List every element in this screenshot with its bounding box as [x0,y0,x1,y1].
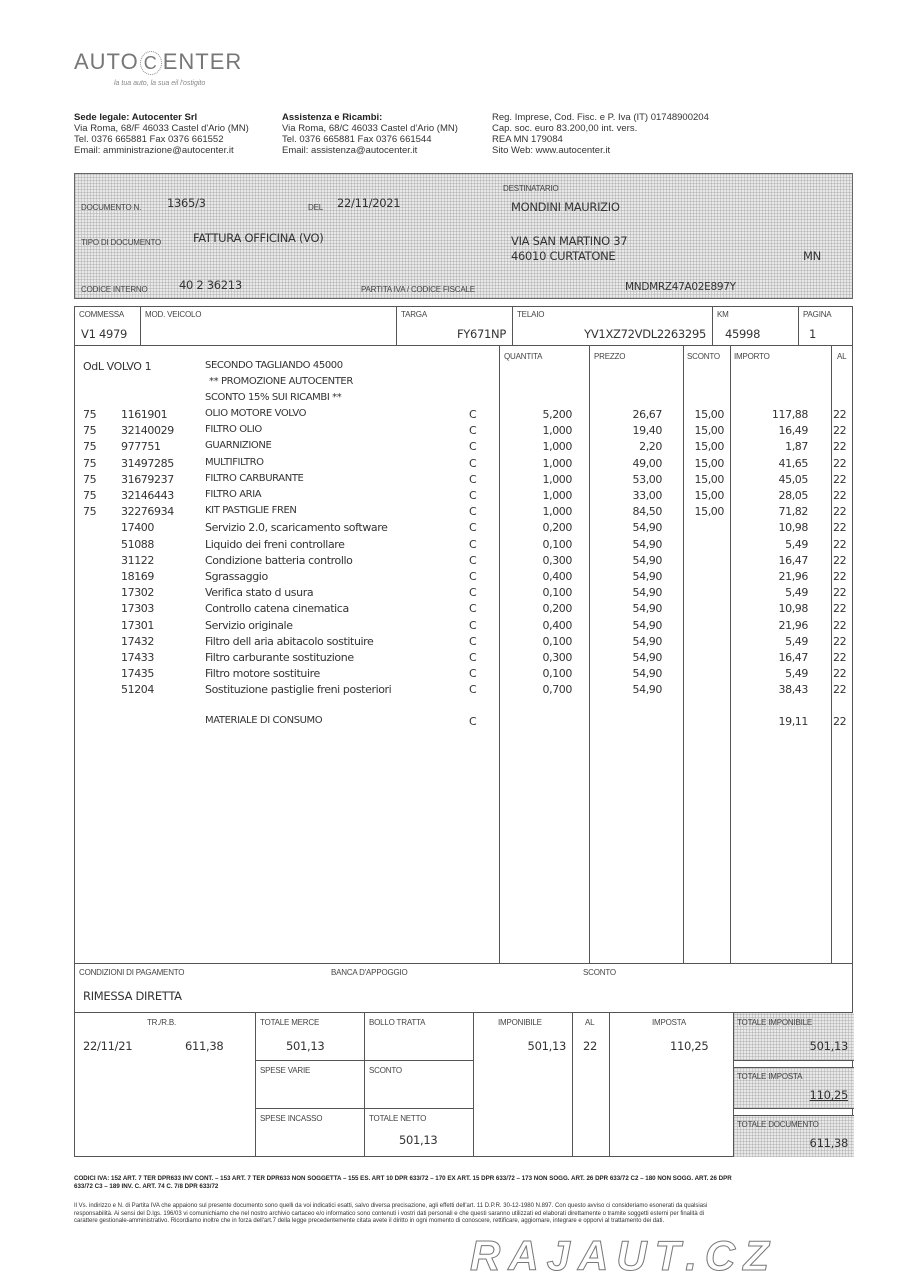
rate-label: AL [585,1018,595,1027]
service-title: Assistenza e Ricambi: [282,112,383,123]
document-total-cell [734,1115,854,1157]
line-amount: 10,98 [778,602,808,616]
goods-total-cell [256,1013,365,1061]
model-cell [141,307,397,345]
line-code: 31122 [121,553,154,567]
line-price: 19,40 [632,424,662,438]
line-code: 32140029 [121,424,174,438]
line-flag: C [469,651,477,664]
registration-line: Reg. Imprese, Cod. Fisc. e P. Iva (IT) 01748900204 [492,112,709,123]
line-vat: 22 [833,553,847,567]
table-row [75,538,852,554]
line-quantity: 1,000 [542,489,572,502]
misc-expenses-label: SPESE VARIE [260,1066,311,1075]
logo-text-left: AUTO [74,49,139,74]
line-flag: C [469,440,477,454]
line-code: 51088 [121,537,154,551]
table-row [75,667,852,683]
line-price: 54,90 [632,618,662,632]
line-quantity: 1,000 [542,440,572,454]
line-amount: 1,87 [785,440,808,454]
line-code: 32146443 [121,489,174,502]
line-vat: 22 [833,715,847,728]
service-block [282,112,458,156]
service-phone: Tel. 0376 665881 Fax 0376 661544 [282,134,432,145]
intro-row [75,376,852,392]
totals-discount-cell [365,1061,474,1109]
quantity-header: QUANTITA [504,352,543,361]
line-quantity: 0,300 [542,553,572,567]
table-row [75,602,852,618]
trrb-date: 22/11/21 [83,1039,133,1053]
service-email: Email: assistenza@autocenter.it [282,145,418,156]
line-description: Controllo catena cinematica [205,602,349,616]
stamp-cell [365,1013,474,1061]
tax-label: IMPOSTA [652,1018,687,1027]
line-group: 75 [83,440,97,454]
line-price: 54,90 [632,537,662,551]
line-group: 75 [83,408,97,421]
privacy-line-3: carattere gestionale-amministrativo. Ricordiamo inoltre che in forza dell'art.7 della legge precedentemente citata avete il diritto in ogni momento di conoscere, rettificare, aggiornare, integrare e opporvi al trattamento dei dati. [74,1218,665,1224]
total-taxable-label: TOTALE IMPONIBILE [737,1018,812,1027]
line-price: 26,67 [632,408,662,421]
website-line: Sito Web: www.autocenter.it [492,145,611,156]
line-description: MATERIALE DI CONSUMO [205,715,323,726]
line-price: 2,20 [639,440,662,454]
line-vat: 22 [833,667,847,681]
line-vat: 22 [833,634,847,648]
line-price: 33,00 [632,489,662,502]
line-flag: C [469,521,477,535]
legal-office-address: Via Roma, 68/F 46033 Castel d'Ario (MN) [74,123,249,134]
payment-discount-label: SCONTO [583,968,616,977]
line-discount: 15,00 [694,408,724,421]
capital-line: Cap. soc. euro 83.200,00 int. vers. [492,123,638,134]
line-amount: 45,05 [778,472,808,486]
total-taxable: 501,13 [809,1039,848,1053]
line-amount: 16,47 [778,553,808,567]
line-amount: 5,49 [785,537,808,551]
recipient-label: DESTINATARIO [503,184,559,193]
line-amount: 16,49 [778,424,808,438]
line-flag: C [469,618,477,632]
line-group: 75 [83,472,97,486]
line-price: 54,90 [632,570,662,583]
line-flag: C [469,715,477,728]
line-vat: 22 [833,586,847,600]
km-cell [713,307,799,345]
line-amount: 5,49 [785,667,808,681]
table-row [75,570,852,586]
line-quantity: 0,200 [542,602,572,616]
line-description: Verifica stato d usura [205,586,314,600]
line-amount: 28,05 [778,489,808,502]
line-flag: C [469,667,477,681]
line-vat: 22 [833,683,847,697]
line-flag: C [469,489,477,502]
line-quantity: 1,000 [542,472,572,486]
line-discount: 15,00 [694,489,724,502]
vat-header: AL [837,352,847,361]
line-code: 17432 [121,634,154,648]
privacy-line-2: responsabilità. Ai sensi del D.lgs. 196/03 vi comunichiamo che nel nostro archivio cartaceo e/o informatico sono contenuti i vostri dati personali e che questi saranno utilizzati ed elaborati direttamente o tramite soggetti esterni per finalità di [74,1210,705,1217]
company-tagline: la tua auto, la sua eil l'ostigito [114,80,206,87]
line-flag: C [469,570,477,583]
line-quantity: 0,100 [542,586,572,600]
line-price: 54,90 [632,602,662,616]
vehicle-km: 45998 [725,327,761,341]
collection-cell [256,1109,365,1157]
vehicle-info-row [74,306,853,346]
total-tax-cell [734,1067,854,1109]
line-description: Servizio originale [205,618,293,632]
page-number: 1 [809,327,817,341]
plate-cell [397,307,513,345]
line-description: FILTRO OLIO [205,424,262,436]
document-total: 611,38 [809,1136,848,1150]
order-label: COMMESSA [79,310,125,319]
line-description: FILTRO ARIA [205,489,262,500]
line-price: 49,00 [632,456,662,470]
line-vat: 22 [833,651,847,664]
line-amount: 71,82 [778,505,808,519]
document-date-label: DEL [308,203,323,212]
bank-label: BANCA D'APPOGGIO [331,968,408,977]
line-discount: 15,00 [694,456,724,470]
line-vat: 22 [833,489,847,502]
legal-office-title: Sede legale: Autocenter Srl [74,112,198,123]
internal-code-label: CODICE INTERNO [81,285,148,294]
line-amount: 21,96 [778,618,808,632]
line-quantity: 0,700 [542,683,572,697]
chassis-label: TELAIO [517,310,545,319]
intro-line-1: SECONDO TAGLIANDO 45000 [205,360,343,371]
work-order-ref: OdL VOLVO 1 [83,360,152,373]
intro-line-2: ** PROMOZIONE AUTOCENTER [209,376,353,387]
goods-total-label: TOTALE MERCE [260,1018,320,1027]
payment-terms-label: CONDIZIONI DI PAGAMENTO [79,968,185,977]
payment-terms: RIMESSA DIRETTA [83,989,182,1003]
vat-codes-note [74,1175,854,1191]
line-group: 75 [83,424,97,438]
page-label: PAGINA [803,310,832,319]
line-vat: 22 [833,521,847,535]
line-price: 54,90 [632,521,662,535]
page-cell [799,307,854,345]
chassis-cell [513,307,713,345]
line-flag: C [469,537,477,551]
registration-block [492,112,709,156]
table-row [75,440,852,456]
line-description: GUARNIZIONE [205,440,272,452]
table-row [75,586,852,602]
line-flag: C [469,602,477,616]
table-row [75,473,852,489]
recipient-province: MN [803,249,821,263]
line-quantity: 5,200 [542,408,572,421]
table-row [75,554,852,570]
total-taxable-cell [734,1013,854,1061]
totals-section [74,1013,853,1157]
line-discount: 15,00 [694,505,724,519]
line-code: 17301 [121,618,154,632]
line-vat: 22 [833,456,847,470]
line-vat: 22 [833,440,847,454]
consumables-row [75,715,852,731]
line-description: Condizione batteria controllo [205,553,353,567]
line-description: Liquido dei freni controllare [205,537,345,551]
line-price: 54,90 [632,683,662,697]
line-description: KIT PASTIGLIE FREN [205,505,297,517]
recipient-name: MONDINI MAURIZIO [511,200,620,214]
total-tax: 110,25 [809,1088,848,1102]
line-flag: C [469,683,477,697]
line-quantity: 0,200 [542,521,572,535]
line-quantity: 1,000 [542,456,572,470]
recipient-city: 46010 CURTATONE [511,249,616,263]
line-items-table [74,346,853,964]
line-code: 977751 [121,440,161,454]
collection-label: SPESE INCASSO [260,1114,323,1123]
line-description: Filtro carburante sostituzione [205,651,354,664]
taxable-amount: 501,13 [527,1039,566,1053]
line-description: Sgrassaggio [205,570,268,583]
goods-total: 501,13 [286,1039,325,1053]
line-code: 17435 [121,667,154,681]
vat-number-label: PARTITA IVA / CODICE FISCALE [361,285,475,294]
line-flag: C [469,472,477,486]
misc-expenses-cell [256,1061,365,1109]
line-code: 17302 [121,586,154,600]
vat-codes-line-1: CODICI IVA: 152 ART. 7 TER DPR633 INV CONT. – 153 ART. 7 TER DPR633 NON SOGGETTA – 155 ES. ART 10 DPR 633/72 – 170 EX ART. 15 DPR 633/72 – 173 NON SOGG. ART. 26 DPR 633/72 C2 – 180 NON SOGG. ART. 26 DPR [74,1175,732,1182]
line-discount: 15,00 [694,472,724,486]
table-row [75,408,852,424]
line-quantity: 0,100 [542,634,572,648]
line-amount: 16,47 [778,651,808,664]
document-number: 1365/3 [167,196,206,210]
line-code: 31497285 [121,456,174,470]
line-flag: C [469,553,477,567]
line-flag: C [469,586,477,600]
line-flag: C [469,505,477,519]
total-tax-label: TOTALE IMPOSTA [737,1072,803,1081]
line-quantity: 0,300 [542,651,572,664]
line-quantity: 0,400 [542,618,572,632]
line-code: 51204 [121,683,154,697]
line-description: Filtro dell aria abitacolo sostituire [205,634,374,648]
taxable-label: IMPONIBILE [498,1018,542,1027]
vehicle-chassis: YV1XZ72VDL2263295 [584,327,706,341]
line-price: 54,90 [632,586,662,600]
line-amount: 21,96 [778,570,808,583]
line-group: 75 [83,456,97,470]
line-flag: C [469,634,477,648]
company-logo [74,49,242,75]
line-quantity: 0,100 [542,667,572,681]
amount-header: IMPORTO [734,352,770,361]
discount-header: SCONTO [687,352,720,361]
line-quantity: 1,000 [542,505,572,519]
line-discount: 15,00 [694,424,724,438]
line-vat: 22 [833,408,847,421]
line-price: 53,00 [632,472,662,486]
line-vat: 22 [833,537,847,551]
logo-text-right: ENTER [162,49,243,74]
order-cell [75,307,141,345]
line-description: MULTIFILTRO [205,456,264,468]
trrb-label: TR./R.B. [147,1018,177,1027]
payment-section [74,963,853,1013]
intro-line-3: SCONTO 15% SUI RICAMBI ** [205,392,342,403]
table-row [75,424,852,440]
line-price: 54,90 [632,634,662,648]
recipient-tax-code: MNDMRZ47A02E897Y [625,281,736,293]
tax-amount: 110,25 [670,1039,709,1053]
line-code: 32276934 [121,505,174,519]
line-vat: 22 [833,570,847,583]
line-code: 17400 [121,521,154,535]
line-group: 75 [83,489,97,502]
document-date: 22/11/2021 [337,196,401,210]
line-vat: 22 [833,472,847,486]
vat-codes-line-2: 633/72 C3 – 189 INV. C. ART. 74 C. 7/8 DPR 633/72 [74,1183,219,1190]
line-code: 17433 [121,651,154,664]
line-description: Sostituzione pastiglie freni posteriori [205,683,392,697]
document-type-label: TIPO DI DOCUMENTO [81,238,162,247]
table-row [75,521,852,537]
line-description: Servizio 2.0, scaricamento software [205,521,388,535]
line-vat: 22 [833,618,847,632]
model-label: MOD. VEICOLO [145,310,202,319]
line-amount: 5,49 [785,586,808,600]
line-vat: 22 [833,602,847,616]
line-group: 75 [83,505,97,519]
line-discount: 15,00 [694,440,724,454]
rate-cell [573,1013,610,1157]
line-quantity: 0,400 [542,570,572,583]
line-amount: 117,88 [771,408,808,421]
watermark: RAJAUT.CZ [470,1232,777,1279]
internal-code: 40 2 36213 [179,278,242,292]
service-address: Via Roma, 68/C 46033 Castel d'Ario (MN) [282,123,458,134]
km-label: KM [717,310,729,319]
document-header-box [74,173,853,299]
intro-row [75,360,852,376]
document-total-label: TOTALE DOCUMENTO [737,1120,819,1129]
line-amount: 19,11 [778,715,808,728]
document-number-label: DOCUMENTO N. [81,203,142,212]
table-row [75,635,852,651]
net-total: 501,13 [399,1133,438,1147]
trrb-cell [75,1013,256,1157]
line-amount: 10,98 [778,521,808,535]
stamp-label: BOLLO TRATTA [369,1018,426,1027]
line-quantity: 1,000 [542,424,572,438]
order-number: V1 4979 [81,327,128,341]
line-code: 31679237 [121,472,174,486]
privacy-line-1: Il Vs. indirizzo e N. di Partita IVA che appaiono sul presente documento sono quelli da voi indicatici esatti, salvo diversa precisazione, agli effetti dell'art. 11 D.P.R. 30-12-1980 N.897. Con questo avviso ci consideriamo esonerati da qualsiasi [74,1203,708,1209]
net-total-label: TOTALE NETTO [369,1114,427,1123]
tax-cell [610,1013,734,1157]
line-code: 18169 [121,570,154,583]
legal-office-block [74,112,249,156]
line-vat: 22 [833,424,847,438]
intro-row [75,392,852,408]
line-amount: 5,49 [785,634,808,648]
plate-label: TARGA [401,310,427,319]
legal-office-phone: Tel. 0376 665881 Fax 0376 661552 [74,134,224,145]
line-price: 54,90 [632,553,662,567]
rate-value: 22 [583,1039,598,1053]
line-description: Filtro motore sostituire [205,667,320,681]
line-code: 1161901 [121,408,168,421]
table-row [75,651,852,667]
line-flag: C [469,456,477,470]
recipient-street: VIA SAN MARTINO 37 [511,234,628,248]
net-total-cell [365,1109,474,1157]
price-header: PREZZO [594,352,626,361]
table-row [75,457,852,473]
line-amount: 41,65 [778,456,808,470]
line-price: 54,90 [632,651,662,664]
table-row [75,505,852,521]
totals-discount-label: SCONTO [369,1066,402,1075]
document-type: FATTURA OFFICINA (VO) [193,231,324,245]
line-description: OLIO MOTORE VOLVO [205,408,307,419]
table-row [75,683,852,699]
line-price: 54,90 [632,667,662,681]
table-row [75,489,852,505]
trrb-amount: 611,38 [185,1039,224,1053]
taxable-cell [474,1013,573,1157]
logo-c-icon: C [140,51,162,75]
line-amount: 38,43 [778,683,808,697]
rea-line: REA MN 179084 [492,134,563,145]
table-row [75,619,852,635]
line-vat: 22 [833,505,847,519]
vehicle-plate: FY671NP [456,327,506,341]
line-description: FILTRO CARBURANTE [205,472,304,484]
line-quantity: 0,100 [542,537,572,551]
line-flag: C [469,424,477,438]
line-price: 84,50 [632,505,662,519]
legal-office-email: Email: amministrazione@autocenter.it [74,145,234,156]
line-flag: C [469,408,477,421]
line-code: 17303 [121,602,154,616]
privacy-note [74,1203,854,1226]
